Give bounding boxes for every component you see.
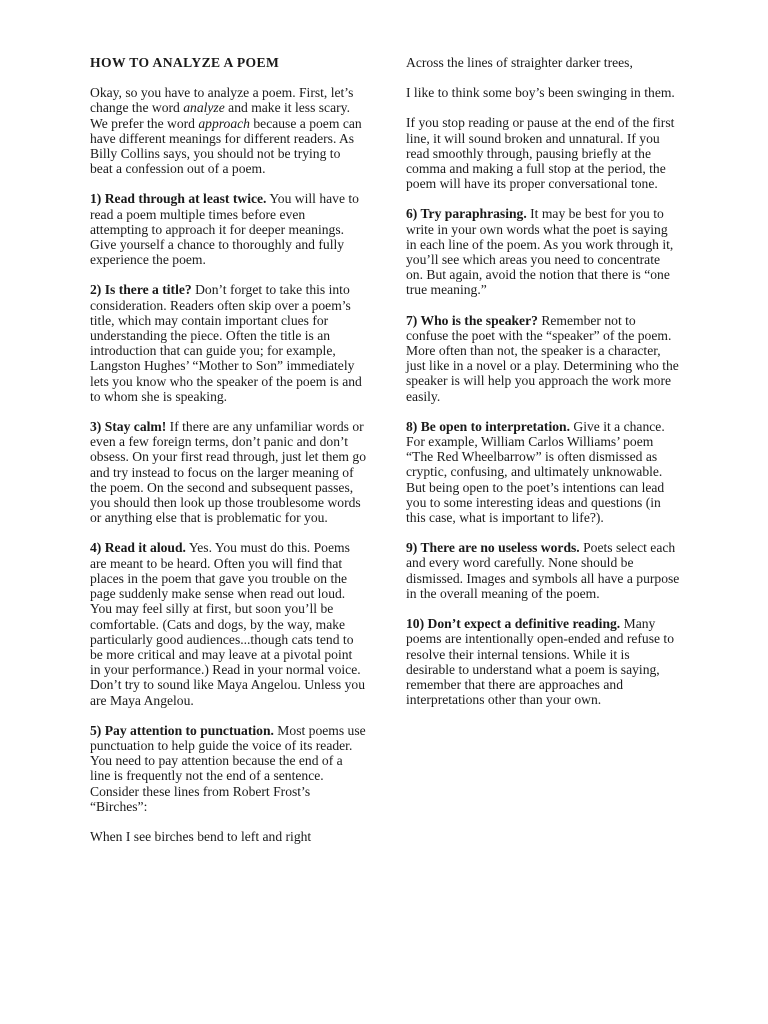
tip-heading: 5) Pay attention to punctuation.	[90, 722, 274, 738]
punctuation-note: If you stop reading or pause at the end of the first line, it will sound broken and unnatural. If you read smoothly through, pausing briefly at the comma and making a full stop at the period, the poem will have its proper conversational tone.	[406, 115, 675, 192]
tip-6	[406, 206, 680, 297]
tip-3	[90, 419, 366, 525]
tip-body: Yes. You must do this. Poems are meant to be heard. Often you will find that places in the poem that gave you trouble on the page suddenly make sense when read out loud. You may feel silly at first, but soon you’ll be comfortable. (Cats and dogs, by the way, make particularly good audiences...though cats tend to be more critical and may leave at a pivotal point in your performance.) Read in your normal voice. Don’t try to sound like Maya Angelou. Unless you are Maya Angelou.	[90, 540, 366, 708]
poem-line-2: Across the lines of straighter darker trees,	[406, 55, 633, 70]
tip-1	[90, 191, 366, 267]
intro-word-analyze: analyze	[183, 100, 225, 116]
tip-heading: 6) Try paraphrasing.	[406, 206, 527, 222]
tip-heading: 1) Read through at least twice.	[90, 191, 267, 207]
intro-word-approach: approach	[198, 115, 250, 131]
tip-heading: 9) There are no useless words.	[406, 540, 580, 556]
right-column	[406, 55, 680, 722]
tip-body: It may be best for you to write in your own words what the poet is saying in each line of the poem. As you work through it, you’ll see which areas you need to concentrate on. But again, avoid the notion that there is “one true meaning.”	[406, 206, 674, 298]
tip-heading: 7) Who is the speaker?	[406, 312, 538, 328]
tip-body: Many poems are intentionally open-ended and refuse to resolve their internal tensions. While it is desirable to understand what a poem is saying, remember that there are approaches and interpretations other than your own.	[406, 616, 675, 708]
page-title: HOW TO ANALYZE A POEM	[90, 55, 280, 70]
intro-text-1: Okay, so you have to analyze a poem. First, let’s change the word	[90, 85, 354, 116]
tip-5	[90, 723, 366, 814]
tip-heading: 3) Stay calm!	[90, 419, 167, 435]
poem-line-3: I like to think some boy’s been swinging in them.	[406, 85, 675, 101]
tip-heading: 4) Read it aloud.	[90, 540, 186, 556]
poem-line-1: When I see birches bend to left and right	[90, 828, 312, 844]
intro-paragraph	[90, 85, 366, 176]
tip-heading: 10) Don’t expect a definitive reading.	[406, 616, 621, 632]
tip-body: Most poems use punctuation to help guide the voice of its reader. You need to pay attention because the end of a line is frequently not the end of a sentence. Consider these lines from Robert Frost’s “Birches”:	[90, 722, 366, 814]
intro-text-2: and make it less scary. We prefer the word	[90, 100, 350, 131]
left-column	[90, 55, 366, 859]
tip-body: You will have to read a poem multiple times before even attempting to approach it for deeper meanings. Give yourself a chance to thoroughly and fully experience the poem.	[90, 191, 359, 268]
tip-body: Remember not to confuse the poet with the “speaker” of the poem. More often than not, the speaker is a character, just like in a novel or a play. Determining who the speaker is will help you approach the work more easily.	[406, 312, 679, 404]
tip-7	[406, 313, 680, 404]
tip-body: If there are any unfamiliar words or even a few foreign terms, don’t panic and don’t obsess. On your first read through, just let them go and try instead to focus on the larger meaning of the poem. On the second and subsequent passes, you should then look up those troublesome words or anything else that is problematic for you.	[90, 419, 366, 526]
tip-heading: 8) Be open to interpretation.	[406, 418, 570, 434]
tip-4	[90, 540, 366, 707]
tip-body: Give it a chance. For example, William Carlos Williams’ poem “The Red Wheelbarrow” is often dismissed as cryptic, confusing, and ultimately unknowable. But being open to the poet’s intentions can lead you to some interesting ideas and questions (in this case, what is important to life?).	[406, 418, 665, 526]
tip-8	[406, 419, 680, 525]
intro-text-3: because a poem can have different meanings for different readers. As Billy Collins says, you should not be trying to beat a confession out of a poem.	[90, 115, 362, 177]
tip-body: Don’t forget to take this into consideration. Readers often skip over a poem’s title, which may contain important clues for understanding the piece. Often the title is an introduction that can guide you; for example, Langston Hughes’ “Mother to Son” immediately lets you know who the speaker of the poem is and to whom she is speaking.	[90, 282, 362, 404]
tip-2	[90, 282, 366, 404]
tip-heading: 2) Is there a title?	[90, 282, 192, 298]
tip-9	[406, 540, 680, 601]
tip-10	[406, 616, 680, 707]
tip-body: Poets select each and every word carefully. None should be dismissed. Images and symbols all have a purpose in the overall meaning of the poem.	[406, 540, 680, 601]
